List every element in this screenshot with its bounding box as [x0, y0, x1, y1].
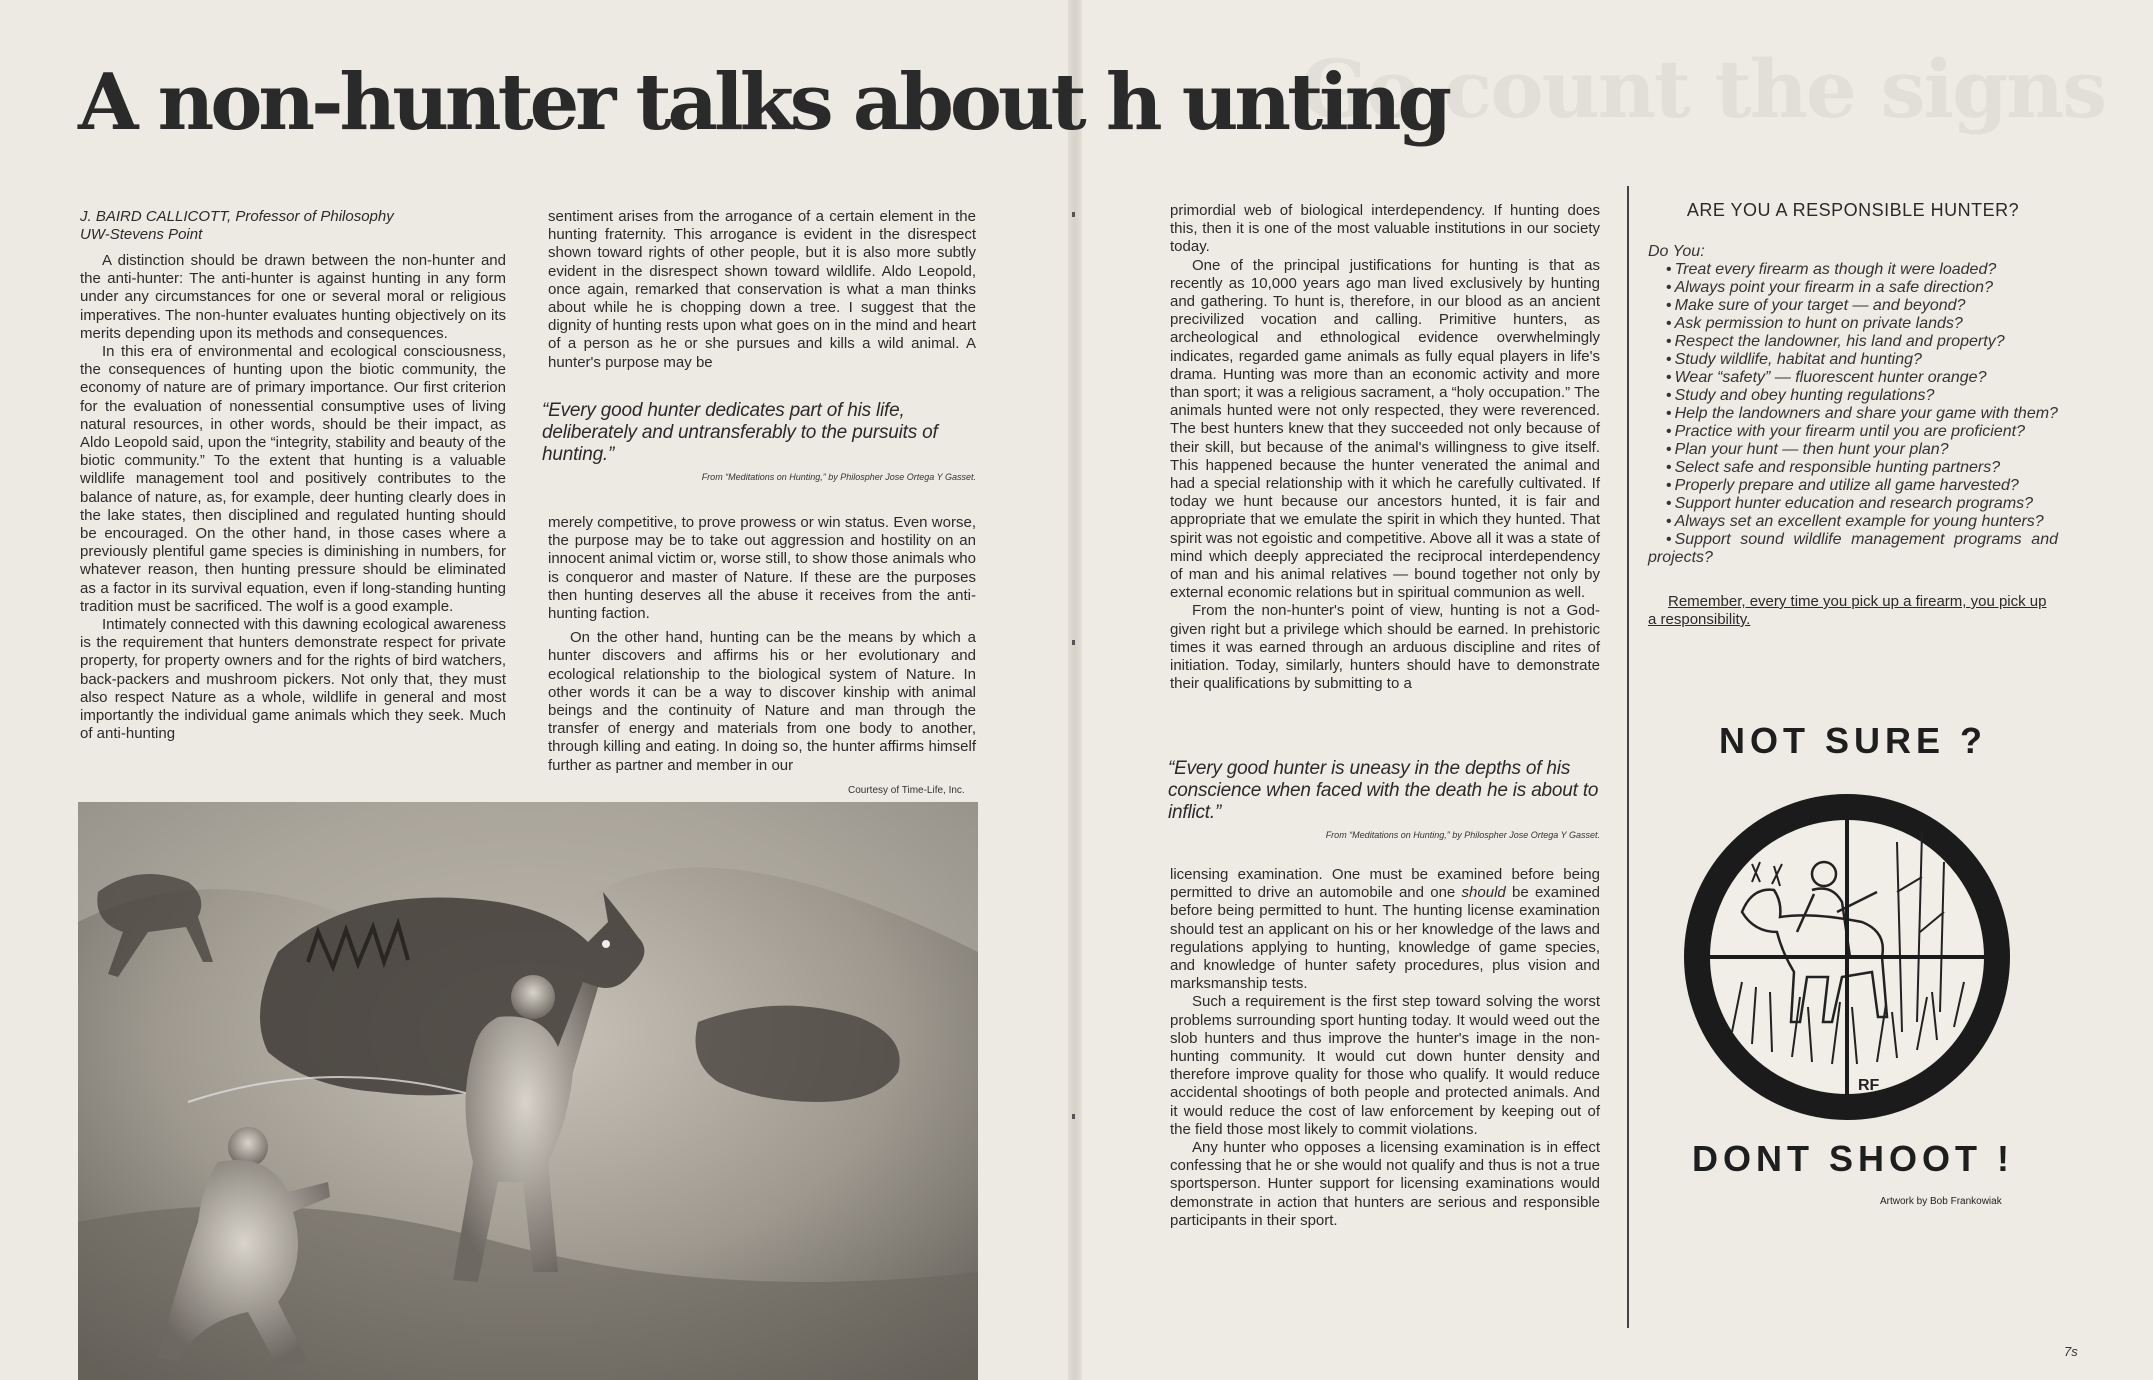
paragraph: On the other hand, hunting can be the means by which a hunter discovers and affirms his or her evolutionary and ecological relationship to the biological system of Nature. In other words it can be a way to discover kinship with animal beings and the continuity of Nature and man through the transfer of energy and materials from one body to another, through killing and eating. In doing so, the hunter affirms himself further as partner and member in our	[548, 629, 976, 774]
checklist-item: • Treat every firearm as though it were loaded?	[1648, 261, 2058, 279]
paragraph: In this era of environmental and ecological consciousness, the consequences of hunting upon the biotic community, the economy of nature are of primary importance. Our first criterion for the evaluation of nonessential consumptive uses of living natural resources, in other words, should be their impact, as Aldo Leopold said, upon the “integrity, stability and beauty of the biotic community.” To the extent that hunting is a valuable wildlife management tool and positively contributes to the balance of nature, as, for example, deer hunting clearly does in the lake states, then disciplined and regulated hunting should be encouraged. On the other hand, in those cases where a previously plentiful game species is diminishing in numbers, for whatever reason, then hunting pressure should be eliminated as a factor in its survival equation, even if long-standing hunting tradition must be sacrificed. The wolf is a good example.	[80, 343, 506, 615]
checklist-item: • Study and obey hunting regulations?	[1648, 387, 2058, 405]
article-column-3-bottom	[1170, 866, 1600, 1230]
pull-quote-text: “Every good hunter dedicates part of his life, deliberately and untransferably to the pursuits of hunting.”	[542, 400, 938, 465]
paragraph: Such a requirement is the first step toward solving the worst problems surrounding sport hunting today. It would weed out the slob hunters and thus improve the hunter's image in the non-hunting community. It would cut down hunter density and therefore improve quality for those who qualify. It would reduce accidental shootings of both people and protected animals. And it would reduce the cost of law enforcement by keeping out of the field those most likely to commit violations.	[1170, 993, 1600, 1138]
checklist-item: • Wear “safety” — fluorescent hunter orange?	[1648, 369, 2058, 387]
pull-quote-text: “Every good hunter is uneasy in the depths of his conscience when faced with the death he is about to inflict.”	[1168, 758, 1599, 823]
checklist-item: • Respect the landowner, his land and property?	[1648, 333, 2058, 351]
paragraph: One of the principal justifications for hunting is that as recently as 10,000 years ago man lived exclusively by hunting and gathering. To hunt is, therefore, in our blood as an ancient precivilized vocation and calling. Primitive hunters, as archeological and ethnological evidence overwhelmingly indicates, regarded game animals as fully equal players in life's drama. Hunting was more than an economic activity and more than sport; it was a religious sacrament, a “holy occupation.” The animals hunted were not only respected, they were reverenced. The best hunters knew that they succeeded not only because of their skill, but because of the animal's willingness to give itself. This happened because the hunter venerated the animal and had a special relationship with it which he carefully cultivated. If today we hunt because our ancestors hunted, it is fair and appropriate that we emulate the spirit in which they hunted. That spirit was not egoistic and competitive. Above all it was a state of mind which deeply appreciated the reciprocal interdependency of man and his animal relatives — bound together not only by external economic relations but in spiritual communion as well.	[1170, 256, 1600, 602]
registration-mark	[1072, 212, 1075, 217]
checklist	[1648, 261, 2058, 567]
responsible-hunter-sidebar	[1648, 200, 2058, 629]
sign-heading-top: NOT SURE ?	[1718, 720, 1987, 761]
checklist-item: • Properly prepare and utilize all game harvested?	[1648, 477, 2058, 495]
pull-quote-source: From “Meditations on Hunting,” by Philospher Jose Ortega Y Gasset.	[1325, 830, 1600, 840]
cave-painting-photo	[78, 802, 978, 1380]
byline-affiliation: UW-Stevens Point	[80, 226, 203, 243]
checklist-item: • Support hunter education and research programs?	[1648, 495, 2058, 513]
photo-credit: Courtesy of Time-Life, Inc.	[848, 785, 965, 796]
sidebar-intro: Do You:	[1648, 243, 1705, 260]
sidebar-note-text: Remember, every time you pick up a firearm, you pick up a responsibility.	[1648, 593, 2047, 628]
paragraph-text: be examined before being permitted to hunt. The hunting license examination should test an applicant on his or her knowledge of the laws and regulations applying to hunting, knowledge of game species, and knowledge of hunter safety procedures, plus vision and marksmanship tests.	[1170, 884, 1601, 993]
sign-heading-bottom: DONT SHOOT !	[1692, 1138, 2014, 1179]
pull-quote-2	[1168, 758, 1600, 840]
paragraph: From the non-hunter's point of view, hunting is not a God-given right but a privilege which should be earned. In prehistoric times it was earned through an arduous discipline and rites of initiation. Today, similarly, hunters should have to demonstrate their qualifications by submitting to a	[1170, 602, 1600, 693]
article-headline: A non-hunter talks about h unting	[78, 57, 1449, 148]
article-column-2-bottom	[548, 514, 976, 775]
checklist-item: • Ask permission to hunt on private lands?	[1648, 315, 2058, 333]
article-column-3-top	[1170, 202, 1600, 693]
spine-gutter	[1068, 0, 1082, 1380]
paragraph-text: licensing examination. One must be examined before being permitted to drive an automobile and one	[1170, 866, 1600, 902]
paragraph: primordial web of biological interdependency. If hunting does this, then it is one of the most valuable institutions in our society today.	[1170, 202, 1600, 256]
checklist-item: • Practice with your firearm until you are proficient?	[1648, 423, 2058, 441]
registration-mark	[1072, 1114, 1075, 1119]
sidebar-note	[1648, 593, 2058, 629]
checklist-item: • Select safe and responsible hunting partners?	[1648, 459, 2058, 477]
sidebar-title: ARE YOU A RESPONSIBLE HUNTER?	[1686, 200, 2020, 220]
registration-mark	[1072, 640, 1075, 645]
byline-author: J. BAIRD CALLICOTT, Professor of Philosophy	[80, 208, 394, 225]
artwork-credit: Artwork by Bob Frankowiak	[1880, 1196, 2002, 1207]
pull-quote-1	[542, 400, 976, 482]
checklist-item: • Always point your firearm in a safe direction?	[1648, 279, 2058, 297]
page-number: 7s	[2064, 1344, 2078, 1359]
paragraph	[1170, 866, 1600, 993]
show-through-text: Go count the signs	[1300, 42, 2106, 136]
checklist-item: • Make sure of your target — and beyond?	[1648, 297, 2058, 315]
byline	[80, 208, 506, 244]
article-column-1	[80, 208, 506, 743]
cave-painting-illustration	[78, 802, 978, 1380]
paragraph: Intimately connected with this dawning ecological awareness is the requirement that hunters demonstrate respect for private property, for property owners and for the rights of bird watchers, back-packers and mushroom pickers. Not only that, they must also respect Nature as a whole, wildlife in general and most importantly the individual game animals which they seek. Much of anti-hunting	[80, 616, 506, 743]
paragraph: Any hunter who opposes a licensing examination is in effect confessing that he or she would not qualify and thus is not a true sportsperson. Hunter support for licensing examinations would demonstrate in action that hunters are serious and responsible participants in their sport.	[1170, 1139, 1600, 1229]
pull-quote-source: From “Meditations on Hunting,” by Philospher Jose Ortega Y Gasset.	[701, 472, 976, 482]
checklist-item: • Plan your hunt — then hunt your plan?	[1648, 441, 2058, 459]
paragraph: sentiment arises from the arrogance of a certain element in the hunting fraternity. This arrogance is evident in the disrespect shown toward rights of other people, but it is also more subtly evident in the disrespect shown toward wildlife. Aldo Leopold, once again, remarked that conservation is what a man thinks about while he is chopping down a tree. I suggest that the dignity of hunting rests upon what goes on in the mind and heart of a person as he or she pursues and kills a wild animal. A hunter's purpose may be	[548, 208, 976, 371]
article-column-2-top	[548, 208, 976, 372]
checklist-item: • Study wildlife, habitat and hunting?	[1648, 351, 2058, 369]
paragraph: A distinction should be drawn between the non-hunter and the anti-hunter: The anti-hunter is against hunting in any form under any circumstances for one or several moral or religious imperatives. The non-hunter evaluates hunting objectively on its merits depending upon its methods and consequences.	[80, 252, 506, 342]
artist-initials: RF	[1858, 1077, 1880, 1094]
checklist-item: • Always set an excellent example for young hunters?	[1648, 513, 2058, 531]
emphasis-text: should	[1461, 884, 1506, 902]
sidebar-divider	[1627, 186, 1629, 1328]
checklist-item: • Support sound wildlife management programs and projects?	[1648, 531, 2058, 567]
paragraph: merely competitive, to prove prowess or win status. Even worse, the purpose may be to take out aggression and hostility on an innocent animal victim or, worse still, to show those animals who is conqueror and master of Nature. If these are the purposes then hunting deserves all the abuse it receives from the anti-hunting faction.	[548, 514, 976, 623]
rifle-scope-crosshair-icon	[1682, 782, 2012, 1132]
checklist-item: • Help the landowners and share your game with them?	[1648, 405, 2058, 423]
